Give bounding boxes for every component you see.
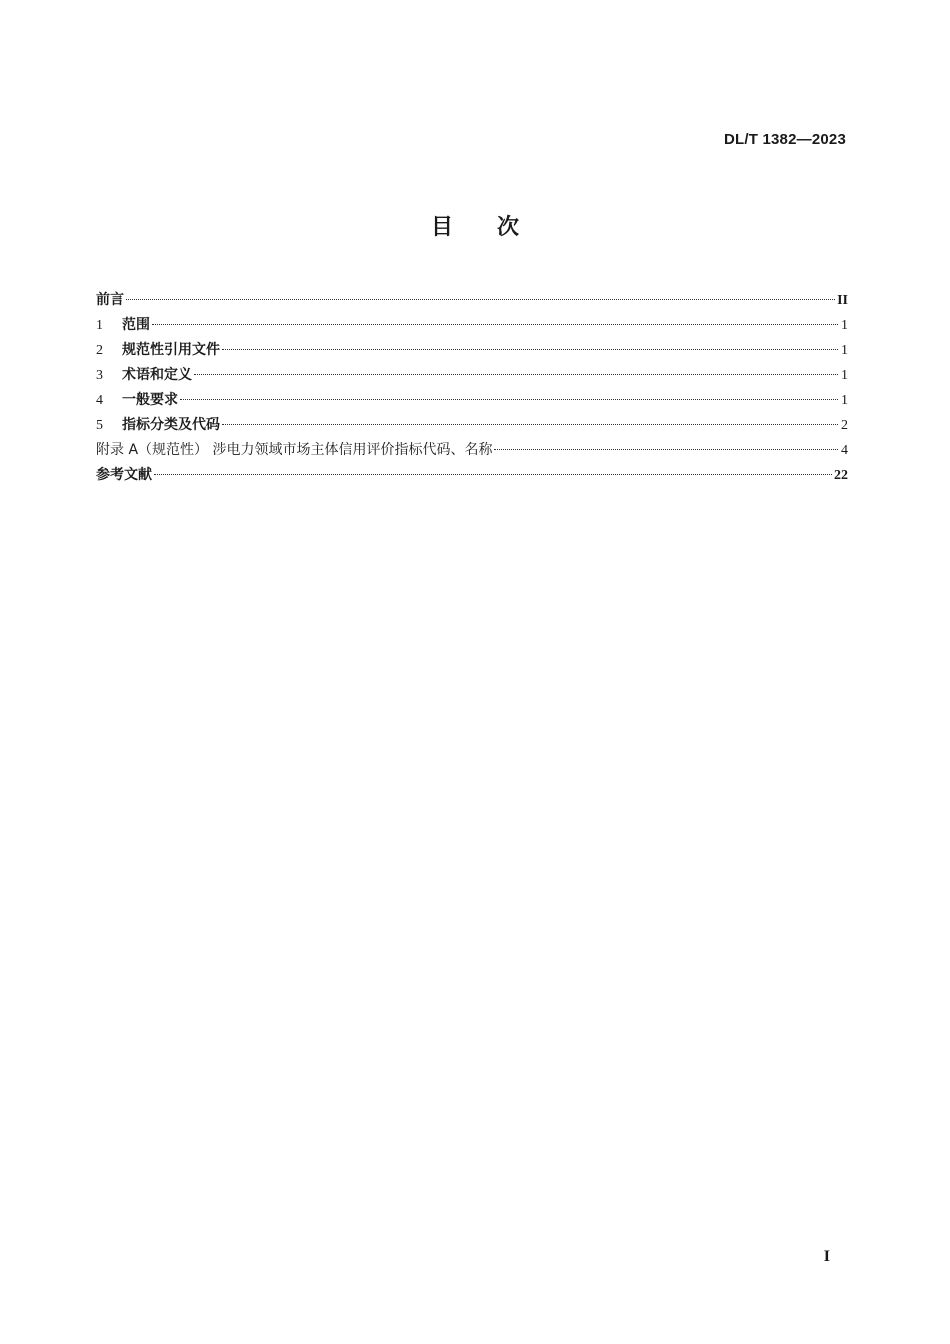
toc-entry-foreword[interactable] <box>96 289 848 314</box>
toc-page: 1 <box>841 343 848 358</box>
title-char-2: 次 <box>497 215 520 240</box>
toc-label: 指标分类及代码 <box>122 417 220 433</box>
toc-leader-dots <box>126 299 835 300</box>
toc-entry-normative-references[interactable] <box>96 339 848 364</box>
toc-page: II <box>837 293 848 308</box>
toc-label: 一般要求 <box>122 392 178 408</box>
toc-number: 2 <box>96 343 103 358</box>
toc-label: 参考文献 <box>96 467 152 483</box>
toc-leader-dots <box>152 324 838 325</box>
page-number: I <box>823 1248 830 1265</box>
toc-page: 1 <box>841 318 848 333</box>
toc-entry-appendix-a[interactable] <box>96 439 848 464</box>
toc-page: 4 <box>841 443 848 458</box>
toc-leader-dots <box>222 349 838 350</box>
toc-number: 5 <box>96 418 103 433</box>
toc-number: 4 <box>96 393 103 408</box>
toc-number: 3 <box>96 368 103 383</box>
toc-entry-bibliography[interactable] <box>96 464 848 489</box>
toc-page: 1 <box>841 393 848 408</box>
toc-page: 22 <box>834 468 848 483</box>
toc-label: 附录 A（规范性） 涉电力领域市场主体信用评价指标代码、名称 <box>96 442 493 458</box>
toc-number: 1 <box>96 318 103 333</box>
table-of-contents <box>96 289 848 489</box>
toc-label: 术语和定义 <box>122 367 192 383</box>
toc-leader-dots <box>222 424 838 425</box>
toc-entry-scope[interactable] <box>96 314 848 339</box>
toc-page: 1 <box>841 368 848 383</box>
toc-entry-general-requirements[interactable] <box>96 389 848 414</box>
toc-label: 前言 <box>96 292 124 308</box>
toc-page: 2 <box>841 418 848 433</box>
toc-label: 规范性引用文件 <box>122 342 220 358</box>
toc-leader-dots <box>154 474 832 475</box>
toc-entry-terms-definitions[interactable] <box>96 364 848 389</box>
toc-label: 范围 <box>122 317 150 333</box>
toc-leader-dots <box>180 399 838 400</box>
toc-leader-dots <box>494 449 838 450</box>
toc-leader-dots <box>194 374 838 375</box>
page-title <box>0 210 950 241</box>
toc-entry-index-classification[interactable] <box>96 414 848 439</box>
title-char-1: 目 <box>430 215 453 240</box>
standard-code: DL/T 1382—2023 <box>723 131 846 148</box>
